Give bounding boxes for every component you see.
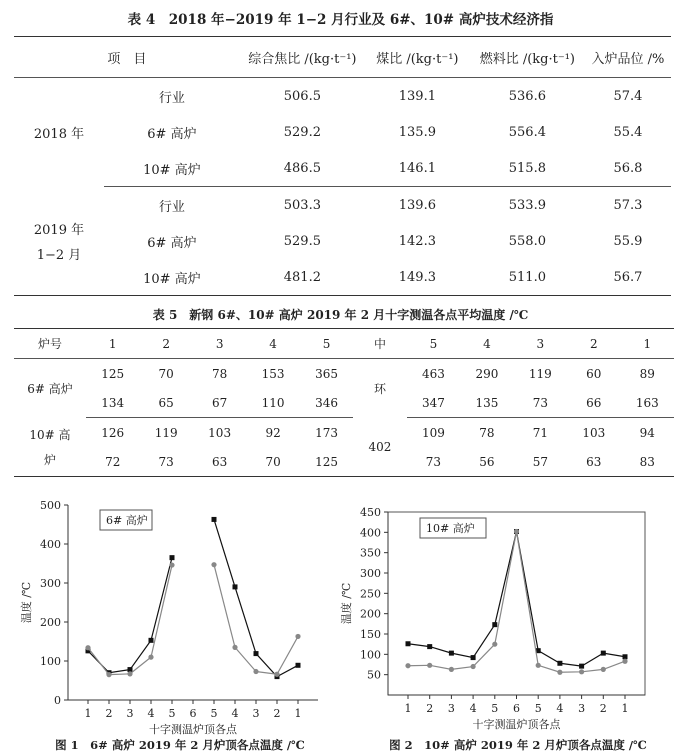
cell-coal: 139.6 <box>398 197 436 213</box>
table4-header-grade: 入炉品位 /% <box>585 37 671 78</box>
table-row <box>14 150 671 187</box>
table-row <box>14 447 674 477</box>
cell-grade: 56.7 <box>613 269 643 285</box>
t5-header-cell: 3 <box>193 329 246 359</box>
t5-cell: 60 <box>586 366 602 381</box>
data-point-series-b <box>405 663 410 668</box>
x-tick-label: 1 <box>84 707 92 720</box>
cell-grade: 57.3 <box>613 197 643 213</box>
cell-coke: 481.2 <box>283 269 321 285</box>
t5-cell: 119 <box>154 425 178 440</box>
t5-cell: 73 <box>158 454 174 469</box>
data-point-series-b <box>169 562 174 567</box>
y-tick-label: 200 <box>40 616 61 629</box>
t5-header-cell: 炉号 <box>14 329 86 359</box>
t5-cell: 109 <box>421 425 445 440</box>
series-line-series-b <box>88 565 172 675</box>
data-point-series-a <box>406 641 411 646</box>
t5-cell: 89 <box>639 366 655 381</box>
t5-cell: 103 <box>582 425 606 440</box>
t5-cell: 365 <box>315 366 338 381</box>
data-point-series-b <box>601 667 606 672</box>
table4-header-row <box>14 37 671 78</box>
data-point-series-b <box>253 669 258 674</box>
y-tick-label: 150 <box>360 628 381 641</box>
table-row <box>14 187 671 224</box>
cell-coal: 139.1 <box>398 88 436 104</box>
t5-cell: 73 <box>425 454 442 469</box>
t5-cell: 57 <box>532 454 548 469</box>
t5-cell: 65 <box>139 388 192 418</box>
table4-header-coke: 综合焦比 /(kg·t⁻¹) <box>240 37 365 78</box>
x-tick-label: 2 <box>599 702 607 715</box>
data-point-series-b <box>471 664 476 669</box>
series-line-series-a <box>408 532 625 667</box>
x-tick-label: 3 <box>252 707 260 720</box>
data-point-series-b <box>232 645 237 650</box>
table5-header-row <box>14 329 674 359</box>
t5-cell: 347 <box>407 388 460 418</box>
data-point-series-a <box>254 651 259 656</box>
data-point-series-a <box>296 663 301 668</box>
t5-cell: 78 <box>211 366 228 381</box>
t5-cell: 70 <box>158 366 174 381</box>
data-point-series-a <box>233 584 238 589</box>
x-tick-label: 3 <box>578 702 586 715</box>
t5-cell: 126 <box>101 425 125 440</box>
cell-grade: 55.9 <box>613 233 643 249</box>
table4 <box>14 36 671 296</box>
data-point-series-b <box>622 659 627 664</box>
group-label-2019-line2: 1−2 月 <box>36 247 82 263</box>
y-tick-label: 100 <box>360 648 381 662</box>
table-row <box>14 418 674 448</box>
t5-cell: 67 <box>193 388 246 418</box>
data-point-series-a <box>212 517 217 522</box>
cell-coke: 529.2 <box>283 124 321 140</box>
x-tick-label: 2 <box>273 707 281 720</box>
figure1-chart <box>0 490 340 735</box>
t5-cell: 134 <box>86 388 139 418</box>
legend-label: 6# 高炉 <box>106 514 148 527</box>
table-row <box>14 259 671 296</box>
table4-header-fuel: 燃料比 /(kg·t⁻¹) <box>470 37 585 78</box>
x-tick-label: 4 <box>556 702 564 715</box>
series-line-series-a <box>88 558 172 673</box>
figure2-chart <box>340 500 681 735</box>
x-tick-label: 5 <box>534 702 542 715</box>
table-row <box>14 114 671 150</box>
t5-cell: 103 <box>208 425 232 440</box>
y-tick-label: 350 <box>360 546 381 560</box>
x-tick-label: 1 <box>294 707 302 720</box>
furnace-6-label: 6# 高炉 <box>27 381 73 396</box>
cell-fuel: 558.0 <box>508 233 546 249</box>
table4-header-coal: 煤比 /(kg·t⁻¹) <box>365 37 470 78</box>
t5-cell: 70 <box>265 454 281 469</box>
y-tick-label: 100 <box>40 655 61 668</box>
t5-header-cell: 5 <box>407 329 460 359</box>
t5-cell: 110 <box>246 388 299 418</box>
series-line-series-b <box>408 532 625 673</box>
table4-title: 表 4 2018 年−2019 年 1−2 月行业及 6#、10# 高炉技术经济指 <box>127 12 554 28</box>
x-tick-label: 4 <box>147 707 155 720</box>
t5-header-cell: 中 <box>353 329 406 359</box>
group-label-2019 <box>14 187 104 296</box>
data-point-series-a <box>579 664 584 669</box>
data-point-series-a <box>449 651 454 656</box>
data-point-series-b <box>536 663 541 668</box>
data-point-series-a <box>427 644 432 649</box>
figure1-caption: 图 1 6# 高炉 2019 年 2 月炉顶各点温度 /℃ <box>55 738 305 752</box>
table-row <box>14 78 671 115</box>
data-point-series-b <box>295 634 300 639</box>
furnace-10-center: 402 <box>368 439 392 454</box>
y-tick-label: 250 <box>360 587 381 601</box>
t5-cell: 463 <box>421 366 445 381</box>
y-tick-label: 300 <box>40 577 61 590</box>
data-point-series-a <box>471 655 476 660</box>
t5-header-cell: 2 <box>139 329 192 359</box>
cell-coal: 146.1 <box>365 150 470 187</box>
data-point-series-b <box>514 529 519 534</box>
row-name: 6# 高炉 <box>147 126 197 142</box>
x-tick-label: 4 <box>231 707 239 720</box>
t5-cell: 94 <box>639 425 655 440</box>
t5-header-cell: 1 <box>86 329 139 359</box>
figure2-caption: 图 2 10# 高炉 2019 年 2 月炉顶各点温度 /℃ <box>389 738 647 752</box>
t5-cell: 83 <box>639 454 655 469</box>
t5-cell: 135 <box>460 388 513 418</box>
y-tick-label: 500 <box>40 499 61 512</box>
row-name: 6# 高炉 <box>147 235 197 251</box>
x-tick-label: 1 <box>404 702 412 715</box>
x-tick-label: 5 <box>168 707 176 720</box>
t5-cell: 56 <box>479 454 495 469</box>
data-point-series-b <box>148 655 153 660</box>
plot-frame <box>388 512 645 695</box>
cell-coke: 503.3 <box>283 197 321 213</box>
data-point-series-b <box>557 670 562 675</box>
y-axis-label: 温度 /℃ <box>20 581 33 624</box>
data-point-series-b <box>106 672 111 677</box>
y-tick-label: 50 <box>367 668 381 682</box>
cell-grade: 55.4 <box>613 124 643 140</box>
data-point-series-a <box>149 638 154 643</box>
table-row <box>14 223 671 259</box>
t5-cell: 290 <box>475 366 499 381</box>
t5-header-cell: 1 <box>621 329 674 359</box>
data-point-series-b <box>427 663 432 668</box>
row-name: 行业 <box>158 199 185 215</box>
cell-coke: 529.5 <box>283 233 321 249</box>
cell-coal: 142.3 <box>398 233 436 249</box>
t5-header-cell: 3 <box>514 329 567 359</box>
data-point-series-b <box>127 671 132 676</box>
t5-header-cell: 4 <box>246 329 299 359</box>
t5-cell: 63 <box>211 454 228 469</box>
table-row <box>14 388 674 418</box>
t5-cell: 153 <box>261 366 285 381</box>
t5-cell: 71 <box>532 425 548 440</box>
y-axis-label: 温度 /℃ <box>340 582 353 625</box>
x-tick-label: 5 <box>210 707 218 720</box>
t5-cell: 125 <box>101 366 125 381</box>
y-tick-label: 200 <box>360 607 381 621</box>
table-row <box>14 359 674 389</box>
x-tick-label: 6 <box>513 702 520 715</box>
t5-cell: 173 <box>315 425 338 440</box>
cell-coke: 506.5 <box>283 88 321 104</box>
data-point-series-b <box>449 667 454 672</box>
table4-header-item: 项 目 <box>14 37 240 78</box>
t5-cell: 346 <box>300 388 353 418</box>
t5-header-cell: 5 <box>300 329 353 359</box>
x-tick-label: 2 <box>426 702 434 715</box>
cell-coal: 149.3 <box>398 269 436 285</box>
x-axis-label: 十字测温炉顶各点 <box>149 723 237 735</box>
furnace-6-center: 环 <box>373 381 386 396</box>
y-tick-label: 300 <box>360 567 381 580</box>
row-name: 行业 <box>158 90 185 106</box>
t5-header-cell: 2 <box>567 329 620 359</box>
x-tick-label: 6 <box>189 707 197 720</box>
furnace-10-label-line2: 炉 <box>43 452 56 467</box>
data-point-series-a <box>170 555 175 560</box>
t5-cell: 125 <box>315 454 338 469</box>
y-tick-label: 400 <box>40 538 61 551</box>
t5-header-cell: 4 <box>460 329 513 359</box>
group-label-2018: 2018 年 <box>33 126 85 142</box>
cell-grade: 56.8 <box>585 150 671 187</box>
legend-label: 10# 高炉 <box>426 522 475 535</box>
cell-coal: 135.9 <box>398 124 436 140</box>
x-tick-label: 5 <box>491 702 499 715</box>
furnace-10-label <box>14 418 86 477</box>
t5-cell: 119 <box>528 366 552 381</box>
table5 <box>14 328 674 477</box>
row-name: 10# 高炉 <box>104 150 240 187</box>
group-label-2019-line1: 2019 年 <box>33 222 85 238</box>
furnace-10-label-line1: 10# 高 <box>29 427 71 442</box>
data-point-series-b <box>85 645 90 650</box>
t5-cell: 66 <box>567 388 620 418</box>
x-tick-label: 4 <box>469 702 477 715</box>
t5-cell: 73 <box>514 388 567 418</box>
t5-cell: 72 <box>105 454 121 469</box>
data-point-series-a <box>557 661 562 666</box>
cell-fuel: 536.6 <box>508 88 546 104</box>
cell-grade: 57.4 <box>613 88 643 104</box>
data-point-series-b <box>274 672 279 677</box>
y-tick-label: 0 <box>54 694 61 707</box>
data-point-series-a <box>492 622 497 627</box>
cell-fuel: 533.9 <box>508 197 546 213</box>
y-tick-label: 400 <box>360 526 381 540</box>
data-point-series-a <box>601 651 606 656</box>
data-point-series-b <box>492 642 497 647</box>
cell-coke: 486.5 <box>240 150 365 187</box>
data-point-series-b <box>211 562 216 567</box>
t5-cell: 63 <box>586 454 602 469</box>
t5-cell: 92 <box>265 425 281 440</box>
x-tick-label: 1 <box>621 702 629 715</box>
x-tick-label: 3 <box>126 707 134 720</box>
t5-cell: 78 <box>479 425 495 440</box>
table5-title: 表 5 新钢 6#、10# 高炉 2019 年 2 月十字测温各点平均温度 /℃ <box>152 308 529 322</box>
x-tick-label: 2 <box>105 707 113 720</box>
cell-fuel: 515.8 <box>470 150 585 187</box>
y-tick-label: 450 <box>360 506 381 519</box>
cell-fuel: 511.0 <box>508 269 546 285</box>
data-point-series-b <box>579 669 584 674</box>
row-name: 10# 高炉 <box>143 271 201 287</box>
x-axis-label: 十字测温炉顶各点 <box>472 718 561 731</box>
series-line-series-b <box>214 565 298 675</box>
t5-cell: 163 <box>621 388 674 418</box>
data-point-series-a <box>623 654 628 659</box>
x-tick-label: 3 <box>447 702 455 715</box>
cell-fuel: 556.4 <box>508 124 546 140</box>
